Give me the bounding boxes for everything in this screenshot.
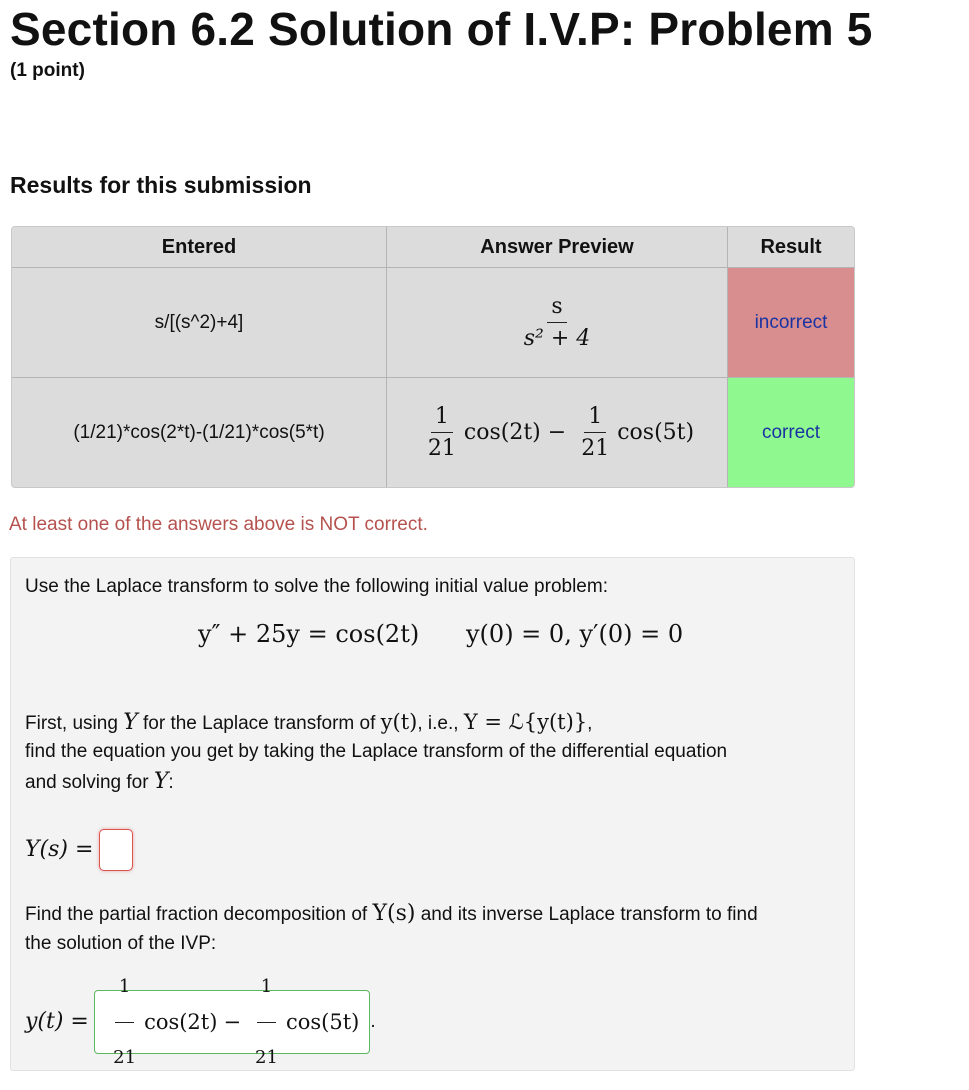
feedback-message: At least one of the answers above is NOT correct. bbox=[9, 514, 428, 535]
part1-text: , i.e., bbox=[417, 713, 464, 734]
entered-cell: s/[(s^2)+4] bbox=[12, 268, 387, 378]
result-badge-incorrect: incorrect bbox=[728, 268, 854, 378]
results-table bbox=[11, 226, 855, 488]
part1-line1 bbox=[25, 707, 592, 739]
table-row bbox=[12, 268, 854, 378]
fraction-denominator: 21 bbox=[581, 436, 610, 461]
table-row bbox=[12, 378, 854, 487]
ode-equation: y″ + 25y = cos(2t) bbox=[198, 620, 420, 648]
part2-text: Find the partial fraction decomposition of bbox=[25, 904, 373, 925]
preview-fraction bbox=[577, 404, 613, 461]
page-title: Section 6.2 Solution of I.V.P: Problem 5 bbox=[10, 3, 873, 55]
answer2-suffix: . bbox=[370, 1011, 376, 1033]
fraction-denominator: s² + 4 bbox=[523, 326, 591, 351]
preview-math bbox=[516, 294, 599, 351]
answer1-row bbox=[25, 828, 133, 872]
entered-cell: (1/21)*cos(2*t)-(1/21)*cos(5*t) bbox=[12, 378, 387, 487]
answer-input-yt[interactable] bbox=[94, 975, 370, 1068]
problem-points: (1 point) bbox=[10, 60, 85, 81]
results-heading: Results for this submission bbox=[10, 172, 312, 198]
fraction-numerator: s bbox=[547, 294, 566, 323]
fraction-denominator: 21 bbox=[113, 1046, 137, 1068]
math-laplace-def: Y = ℒ{y(t)} bbox=[463, 710, 588, 734]
answer-term: cos(2t) bbox=[144, 1010, 218, 1034]
answer1-label: Y(s) = bbox=[25, 837, 94, 862]
answer-fraction bbox=[109, 955, 140, 1090]
column-header-answer-preview: Answer Preview bbox=[387, 227, 728, 268]
answer2-label: y(t) = bbox=[25, 1009, 89, 1034]
problem-statement bbox=[10, 557, 855, 1071]
fraction-denominator: 21 bbox=[427, 436, 456, 461]
preview-minus: − bbox=[547, 419, 567, 445]
preview-term: cos(5t) bbox=[617, 419, 695, 445]
part1-text: First, using bbox=[25, 713, 124, 734]
answer-fraction bbox=[251, 955, 282, 1090]
part1-line3 bbox=[25, 767, 174, 798]
initial-conditions: y(0) = 0, y′(0) = 0 bbox=[466, 620, 684, 648]
part1-text: and solving for bbox=[25, 772, 154, 793]
fraction-denominator: 21 bbox=[255, 1046, 278, 1068]
fraction-numerator: 1 bbox=[584, 404, 606, 433]
part1-text: : bbox=[168, 772, 174, 793]
result-badge-correct: correct bbox=[728, 378, 854, 487]
part1-text: , bbox=[587, 713, 593, 734]
part2-line2: the solution of the IVP: bbox=[25, 933, 217, 954]
math-Y: Y bbox=[123, 710, 138, 735]
part2-text: and its inverse Laplace transform to find bbox=[415, 904, 758, 925]
answer2-row bbox=[25, 975, 376, 1068]
answer-preview-cell bbox=[387, 378, 728, 487]
fraction-numerator: 1 bbox=[431, 404, 453, 433]
answer-term: cos(5t) bbox=[285, 1010, 360, 1034]
part1-line2: find the equation you get by taking the Laplace transform of the differential equation bbox=[25, 741, 728, 762]
fraction-numerator: 1 bbox=[257, 955, 276, 1023]
answer-preview-cell bbox=[387, 268, 728, 378]
preview-math bbox=[420, 404, 695, 461]
results-header-row bbox=[12, 227, 854, 268]
math-Ys: Y(s) bbox=[372, 901, 416, 926]
answer-input-Ys[interactable] bbox=[99, 829, 133, 871]
preview-fraction bbox=[520, 294, 595, 351]
fraction-numerator: 1 bbox=[115, 955, 134, 1023]
column-header-entered: Entered bbox=[12, 227, 387, 268]
part1-text: for the Laplace transform of bbox=[137, 713, 381, 734]
column-header-result: Result bbox=[728, 227, 854, 268]
preview-fraction bbox=[424, 404, 460, 461]
problem-intro: Use the Laplace transform to solve the following initial value problem: bbox=[25, 576, 608, 597]
math-Y: Y bbox=[153, 769, 169, 794]
math-yt: y(t) bbox=[380, 710, 418, 734]
preview-term: cos(2t) bbox=[463, 419, 541, 445]
part2-line1 bbox=[25, 899, 758, 930]
answer-minus: − bbox=[223, 1010, 242, 1034]
